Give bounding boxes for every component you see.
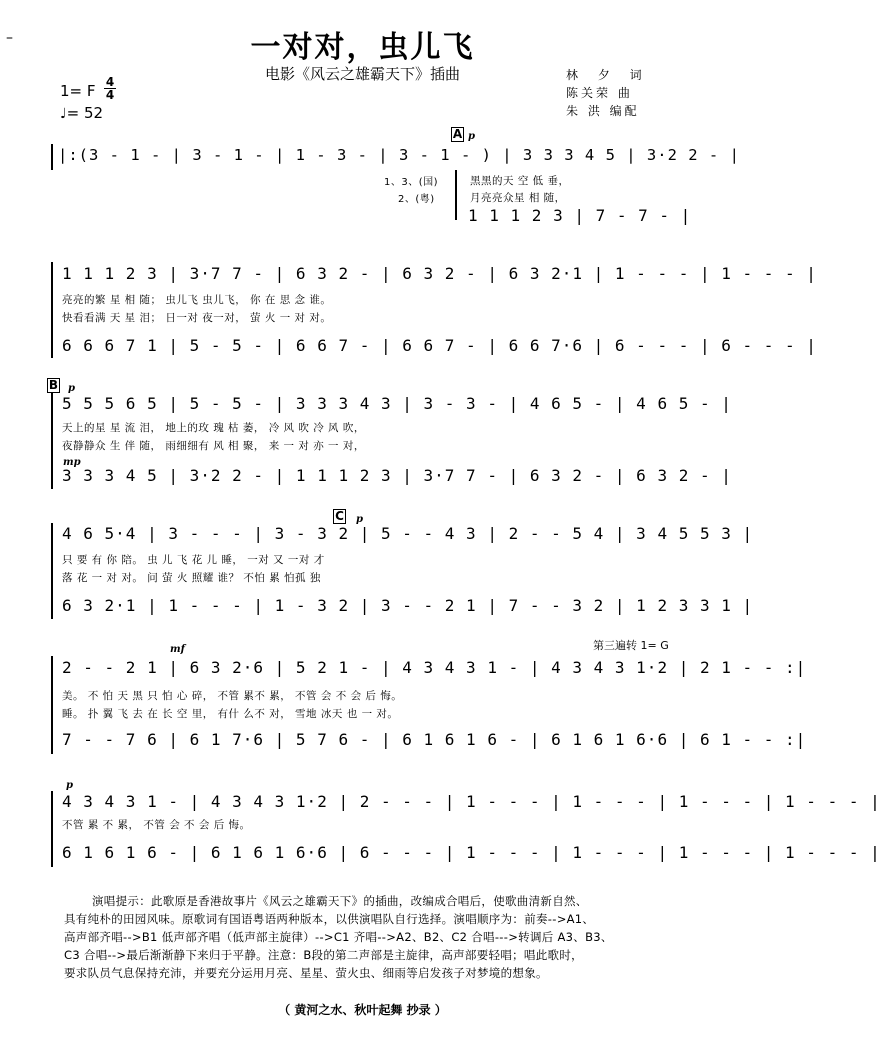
dynamic-mark: p (66, 780, 73, 791)
system-barline (51, 262, 53, 358)
dynamic-mark: p (68, 383, 75, 394)
tempo-marking (60, 104, 103, 122)
lyric-line-2: 睡。 扑 翼 飞 去 在 长 空 里， 有什 么不 对， 雪地 冰天 也 一 对。 (62, 708, 399, 720)
time-sig-bottom: 4 (105, 88, 115, 102)
brace-line (455, 170, 457, 220)
time-sig-top: 4 (105, 75, 115, 89)
performance-hint (64, 892, 613, 982)
lower-voice-notes: 6 3 2·1 | 1 - - - | 1 - 3 2 | 3 - - 2 1 | 7 - - 3 2 | 1 2 3 3 1 | (62, 596, 754, 615)
upper-voice-notes: |:(3 - 1 - | 3 - 1 - | 1 - 3 - | 3 - 1 - ) | 3 3 3 4 5 | 3·2 2 - | (58, 146, 740, 164)
upper-voice-notes: 5 5 5 6 5 | 5 - 5 - | 3 3 3 4 3 | 3 - 3 - | 4 6 5 - | 4 6 5 - | (62, 394, 732, 413)
lower-voice-notes: 6 1 6 1 6 - | 6 1 6 1 6·6 | 6 - - - | 1 - - - | 1 - - - | 1 - - - | 1 - - - | (62, 843, 881, 862)
key-signature: 1= F (60, 82, 96, 100)
hint-line: 高声部齐唱-->B1 低声部齐唱（低声部主旋律）-->C1 齐唱-->A2、B2、C2 合唱--->转调后 A3、B3、 (64, 930, 613, 944)
credit-composer: 陈关荣 曲 (566, 86, 633, 100)
verse-label-2: 2、(粤) (398, 194, 435, 205)
quarter-note-icon: ♩ (60, 106, 67, 122)
dynamic-mark: p (356, 514, 363, 525)
upper-voice-notes: 2 - - 2 1 | 6 3 2·6 | 5 2 1 - | 4 3 4 3 1 - | 4 3 4 3 1·2 | 2 1 - - :| (62, 658, 807, 677)
song-subtitle: 电影《风云之雄霸天下》插曲 (264, 65, 460, 83)
system-barline (51, 144, 53, 170)
upper-voice-notes: 1 1 1 2 3 | 3·7 7 - | 6 3 2 - | 6 3 2 - | 6 3 2·1 | 1 - - - | 1 - - - | (62, 264, 817, 283)
margin-dash: – (6, 30, 13, 46)
lyric-line-1: 美。 不 怕 天 黑 只 怕 心 碎， 不管 累不 累， 不管 会 不 会 后 悔。 (62, 690, 403, 702)
hint-line: 演唱提示：此歌原是香港故事片《风云之雄霸天下》的插曲，改编成合唱后，使歌曲清新自然、 (92, 894, 588, 908)
lyric-line-2: 快看看满 天 星 泪； 日一对 夜一对， 萤 火 一 对 对。 (62, 312, 332, 324)
tempo-value: = 52 (66, 104, 104, 122)
transcriber-credit: （ 黄河之水、秋叶起舞 抄录 ） (278, 1003, 447, 1017)
lyric-line-2: 落 花 一 对 对。 问 萤 火 照耀 谁？ 不怕 累 怕孤 独 (62, 572, 321, 584)
modulation-note: 第三遍转 1= G (593, 639, 669, 652)
credit-lyricist: 林 夕 词 (566, 68, 650, 82)
system-barline (51, 791, 53, 867)
dynamic-mark: p (468, 131, 475, 142)
lower-voice-notes: 1 1 1 2 3 | 7 - 7 - | (468, 206, 692, 225)
time-signature (104, 76, 116, 101)
system-barline (51, 656, 53, 754)
dynamic-mark: mp (63, 457, 81, 468)
rehearsal-mark-a: A (452, 127, 463, 141)
upper-voice-notes: 4 3 4 3 1 - | 4 3 4 3 1·2 | 2 - - - | 1 - - - | 1 - - - | 1 - - - | 1 - - - | (62, 792, 881, 811)
lyric-line-1: 亮亮的繁 星 相 随； 虫儿飞 虫儿飞， 你 在 思 念 谁。 (62, 294, 332, 306)
hint-line: 具有纯朴的田园风味。原歌词有国语粤语两种版本，以供演唱队自行选择。演唱顺序为：前奏-->A1、 (64, 912, 595, 926)
lyric-line-2: 夜静静众 生 伴 随， 雨细细有 风 相 聚， 来 一 对 亦 一 对， (62, 440, 365, 452)
rehearsal-mark-c: C (333, 509, 346, 524)
song-title: 一对对，虫儿飞 (250, 30, 475, 65)
upper-voice-notes: 4 6 5·4 | 3 - - - | 3 - 3 2 | 5 - - 4 3 | 2 - - 5 4 | 3 4 5 5 3 | (62, 524, 754, 543)
lyric-line-2: 月亮亮众星 相 随， (470, 192, 566, 204)
system-barline (51, 393, 53, 489)
lyric-line-1: 天上的星 星 流 泪， 地上的玫 瑰 枯 萎， 冷 风 吹 冷 风 吹， (62, 422, 365, 434)
system-barline (51, 523, 53, 619)
hint-line: C3 合唱-->最后渐渐静下来归于平静。注意：B段的第二声部是主旋律，高声部要轻唱；唱此歌时， (64, 948, 583, 962)
hint-line: 要求队员气息保持充沛，并要充分运用月亮、星星、萤火虫、细雨等启发孩子对梦境的想象。 (64, 966, 548, 980)
dynamic-mark: mf (170, 644, 185, 655)
lyric-line-1: 黑黑的天 空 低 垂， (470, 175, 570, 187)
lyric-line-1: 只 要 有 你 陪。 虫 儿 飞 花 儿 睡， 一对 又 一对 才 (62, 554, 325, 566)
lower-voice-notes: 7 - - 7 6 | 6 1 7·6 | 5 7 6 - | 6 1 6 1 6 - | 6 1 6 1 6·6 | 6 1 - - :| (62, 730, 807, 749)
lower-voice-notes: 6 6 6 7 1 | 5 - 5 - | 6 6 7 - | 6 6 7 - | 6 6 7·6 | 6 - - - | 6 - - - | (62, 336, 817, 355)
lower-voice-notes: 3 3 3 4 5 | 3·2 2 - | 1 1 1 2 3 | 3·7 7 - | 6 3 2 - | 6 3 2 - | (62, 466, 732, 485)
verse-label-1: 1、3、(国) (384, 177, 439, 188)
rehearsal-mark-b: B (48, 378, 59, 392)
lyric-line-1: 不管 累 不 累， 不管 会 不 会 后 悔。 (62, 819, 251, 831)
credit-arranger: 朱 洪 编配 (566, 104, 640, 118)
